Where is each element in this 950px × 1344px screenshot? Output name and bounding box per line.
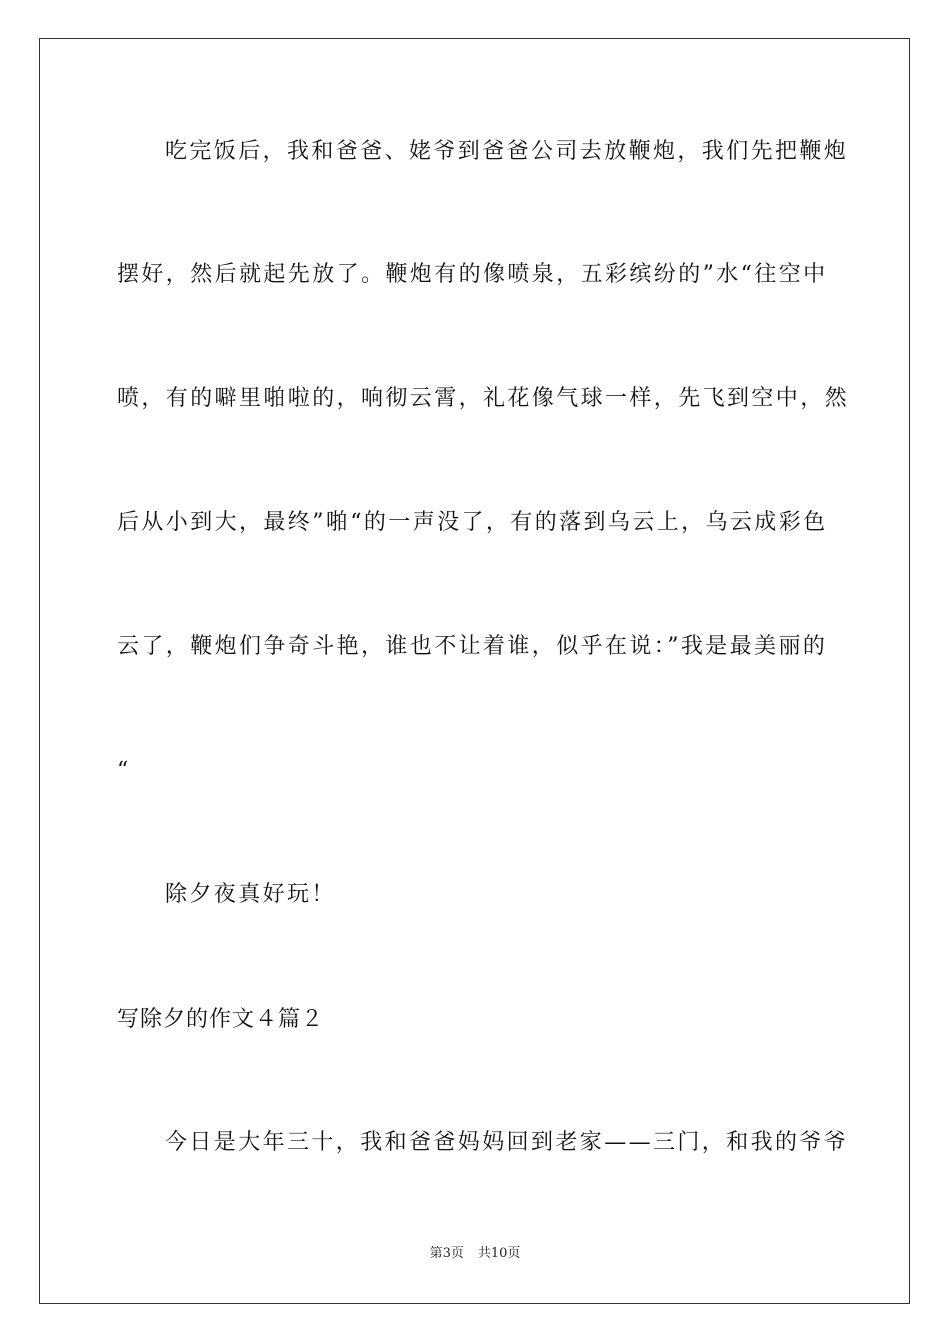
paragraph-text: 除夕夜真好玩！	[165, 882, 336, 907]
page-number-current: 第3页	[429, 1246, 464, 1261]
paragraph-line: “	[117, 758, 131, 783]
section-heading: 写除夕的作文４篇２	[117, 1007, 325, 1032]
paragraph-line: 后从小到大，最终”啪“的一声没了，有的落到乌云上，乌云成彩色	[117, 510, 828, 535]
paragraph-line: 云了，鞭炮们争奇斗艳，谁也不让着谁，似乎在说：”我是最美丽的	[117, 634, 828, 659]
paragraph-line: 摆好，然后就起先放了。鞭炮有的像喷泉，五彩缤纷的”水“往空中	[117, 262, 828, 287]
page-frame	[39, 38, 910, 1304]
paragraph-line: 喷，有的噼里啪啦的，响彻云霄，礼花像气球一样，先飞到空中，然	[117, 386, 850, 411]
paragraph-line: 吃完饭后，我和爸爸、姥爷到爸爸公司去放鞭炮，我们先把鞭炮	[165, 139, 849, 164]
page-footer	[0, 1245, 950, 1263]
page-number-total: 共10页	[477, 1246, 521, 1261]
paragraph-line: 今日是大年三十，我和爸爸妈妈回到老家——三门，和我的爷爷	[165, 1130, 849, 1155]
